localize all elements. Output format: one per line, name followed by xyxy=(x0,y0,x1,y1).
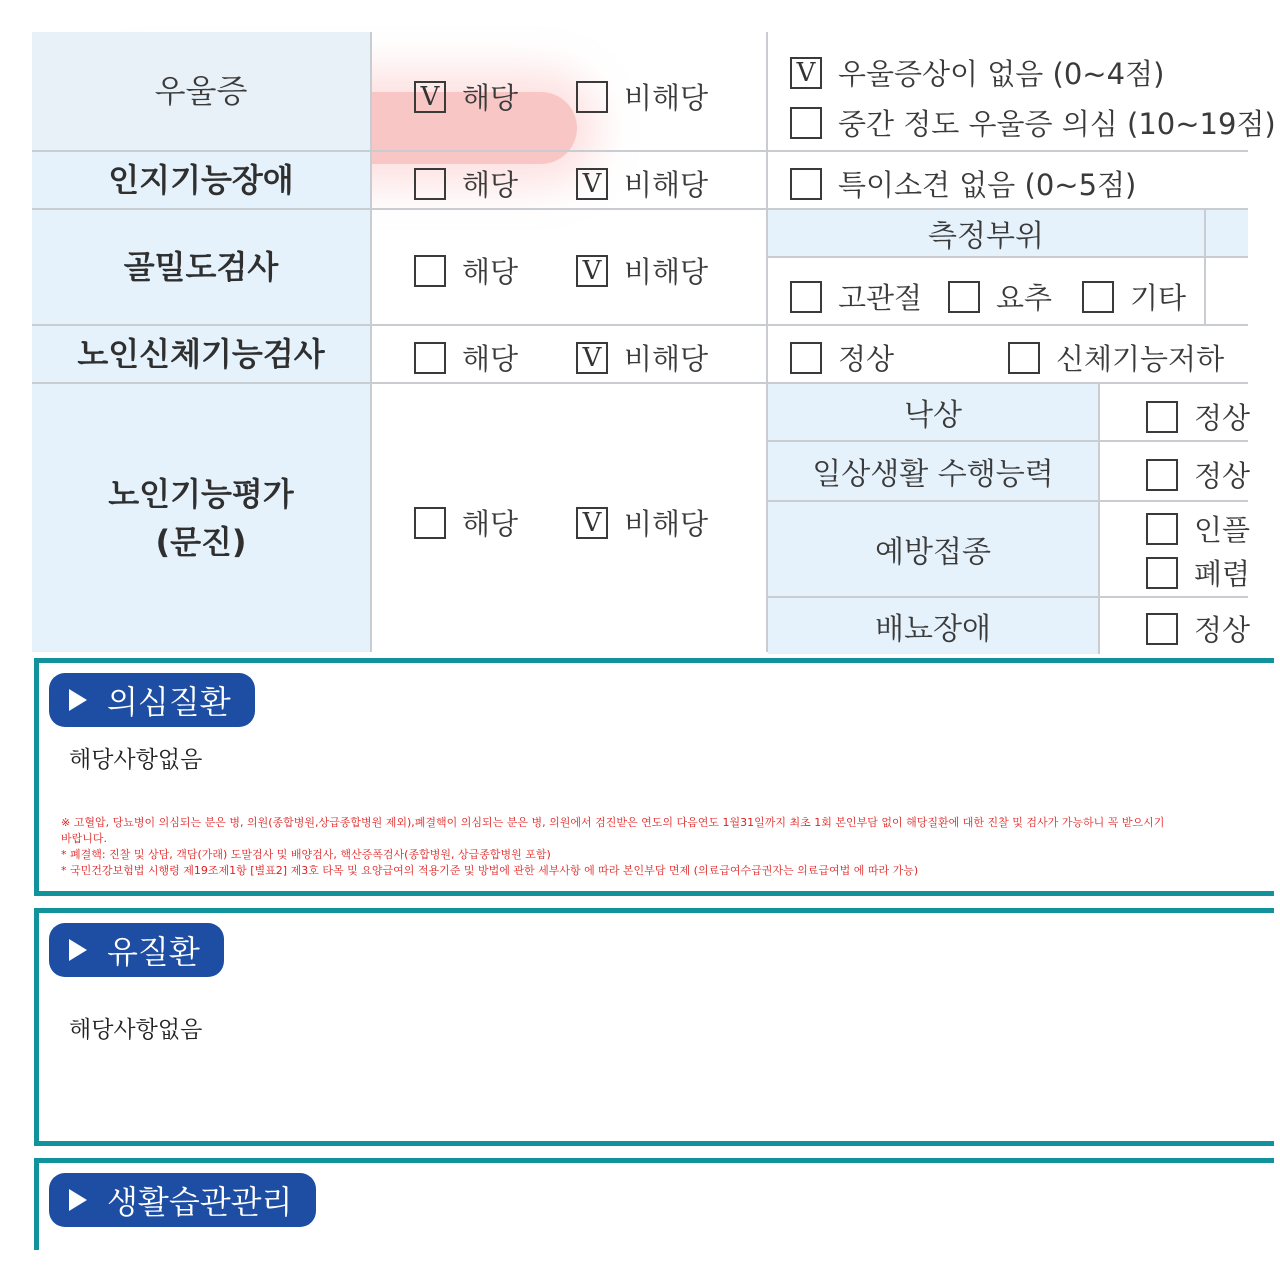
option-label: 기타 xyxy=(1130,281,1187,315)
checkbox[interactable] xyxy=(414,255,446,287)
section-title: 생활습관관리 xyxy=(107,1183,293,1221)
option-label: 정상 xyxy=(1194,459,1251,493)
checkbox[interactable]: V xyxy=(790,57,822,89)
option-label: 요추 xyxy=(996,281,1053,315)
option-label: 고관절 xyxy=(838,281,923,315)
row-label: 우울증 xyxy=(32,32,372,150)
applicability-cell xyxy=(372,210,768,324)
result-option[interactable] xyxy=(790,52,1164,93)
result-cell xyxy=(768,32,1276,150)
option-applicable[interactable] xyxy=(414,250,518,291)
play-icon xyxy=(69,1189,87,1211)
result-cell xyxy=(768,210,1248,324)
option-applicable[interactable] xyxy=(414,337,518,378)
option-label: 우울증상이 없음 (0~4점) xyxy=(838,57,1165,91)
sub-row-label-adl: 일상생활 수행능력 xyxy=(768,442,1098,500)
option-label: 비해당 xyxy=(624,507,709,541)
checkbox[interactable] xyxy=(1146,401,1178,433)
option-applicable[interactable] xyxy=(414,502,518,543)
option-label: 해당 xyxy=(462,81,519,115)
disclaimer-note: ※ 고혈압, 당뇨병이 의심되는 분은 병, 의원(종합병원,상급종합병원 제외),폐결핵이 의심되는 분은 병, 의원에서 검진받은 연도의 다음연도 1월31일까지 최초 1회 본인부담 없이 해당질환에 대한 진찰 및 검사가 가능하니 꼭 받으시기 바랍니다. * 폐결핵: 진찰 및 상담, 객담(가래) 도말검사 및 배양검사, 핵산증폭검사(종합병원, 상급종합병원 포함) * 국민건강보험법 시행령 제19조제1항 [별표2] 제3호 타목 및 요양급여의 적용기준 및 방법에 관한 세부사항 에 따라 본인부담 면제 (의료급여수급권자는 의료급여법 에 따라 가능) xyxy=(61,816,1165,877)
option-not-applicable[interactable] xyxy=(576,163,708,204)
checkbox[interactable] xyxy=(948,281,980,313)
row-physical-function xyxy=(32,324,1248,382)
divider xyxy=(768,256,1248,258)
header-cell xyxy=(1206,210,1248,256)
row-label: 노인기능평가 (문진) xyxy=(32,384,372,652)
checkbox[interactable] xyxy=(1008,342,1040,374)
applicability-cell xyxy=(372,326,768,382)
row-geriatric-assessment xyxy=(32,382,1251,652)
existing-disease-panel xyxy=(34,908,1274,1146)
option-not-applicable[interactable] xyxy=(576,76,708,117)
option-label: 비해당 xyxy=(624,342,709,376)
vaccination-option-pneumonia[interactable] xyxy=(1146,552,1250,593)
option-label: 폐렴 xyxy=(1194,557,1251,591)
checkbox[interactable] xyxy=(414,342,446,374)
checkbox[interactable]: V xyxy=(576,168,608,200)
checkbox[interactable] xyxy=(790,107,822,139)
checkbox[interactable]: V xyxy=(576,255,608,287)
screening-results-table xyxy=(32,32,1276,647)
result-option[interactable] xyxy=(1008,337,1224,378)
applicability-cell xyxy=(372,32,768,150)
result-cell xyxy=(768,326,1248,382)
play-icon xyxy=(69,689,87,711)
result-option[interactable] xyxy=(790,102,1276,143)
checkbox[interactable] xyxy=(1146,613,1178,645)
section-title-pill xyxy=(49,673,255,727)
section-title-pill xyxy=(49,1173,316,1227)
play-icon xyxy=(69,939,87,961)
checkbox[interactable] xyxy=(576,81,608,113)
row-bone-density xyxy=(32,208,1248,324)
checkbox[interactable]: V xyxy=(414,81,446,113)
option-label: 비해당 xyxy=(624,81,709,115)
result-option[interactable] xyxy=(790,163,1136,204)
checkbox[interactable] xyxy=(790,168,822,200)
row-label: 노인신체기능검사 xyxy=(32,326,372,382)
option-label: 해당 xyxy=(462,507,519,541)
sub-row-label-urination: 배뇨장애 xyxy=(768,598,1098,654)
option-not-applicable[interactable] xyxy=(576,250,708,291)
option-label: 해당 xyxy=(462,255,519,289)
site-option-hip[interactable] xyxy=(790,276,922,317)
row-depression xyxy=(32,32,1276,150)
option-label: 비해당 xyxy=(624,255,709,289)
panel-content: 해당사항없음 xyxy=(69,1017,203,1043)
option-label: 해당 xyxy=(462,342,519,376)
option-label: 인플 xyxy=(1194,513,1251,547)
option-applicable[interactable] xyxy=(414,76,518,117)
option-applicable[interactable] xyxy=(414,163,518,204)
divider xyxy=(1098,384,1100,654)
lifestyle-management-panel xyxy=(34,1158,1274,1250)
applicability-cell xyxy=(372,384,768,652)
panel-content: 해당사항없음 xyxy=(69,747,203,773)
vaccination-option-flu[interactable] xyxy=(1146,508,1250,549)
option-label: 정상 xyxy=(1194,401,1251,435)
option-label: 정상 xyxy=(838,342,895,376)
row-cognitive xyxy=(32,150,1248,208)
checkbox[interactable] xyxy=(414,168,446,200)
urination-option[interactable] xyxy=(1146,608,1250,649)
site-option-other[interactable] xyxy=(1082,276,1186,317)
checkbox[interactable] xyxy=(1146,557,1178,589)
site-option-spine[interactable] xyxy=(948,276,1052,317)
fall-option[interactable] xyxy=(1146,396,1250,437)
option-label: 특이소견 없음 (0~5점) xyxy=(838,168,1137,202)
checkbox[interactable] xyxy=(1146,513,1178,545)
row-label: 골밀도검사 xyxy=(32,210,372,324)
section-title: 유질환 xyxy=(107,933,200,971)
checkbox[interactable] xyxy=(1082,281,1114,313)
checkbox[interactable] xyxy=(790,342,822,374)
applicability-cell xyxy=(372,152,768,208)
checkbox[interactable] xyxy=(414,507,446,539)
sub-row-label-fall: 낙상 xyxy=(768,384,1098,440)
adl-option[interactable] xyxy=(1146,454,1250,495)
option-label: 중간 정도 우울증 의심 (10~19점) xyxy=(838,107,1276,141)
option-label: 신체기능저하 xyxy=(1056,342,1225,376)
result-option[interactable] xyxy=(790,337,894,378)
geriatric-subtable xyxy=(768,384,1251,652)
checkbox[interactable] xyxy=(1146,459,1178,491)
option-not-applicable[interactable] xyxy=(576,502,708,543)
checkbox[interactable]: V xyxy=(576,507,608,539)
measurement-site-header: 측정부위 xyxy=(768,210,1204,256)
section-title-pill xyxy=(49,923,224,977)
section-title: 의심질환 xyxy=(107,683,231,721)
option-label: 해당 xyxy=(462,168,519,202)
option-label: 비해당 xyxy=(624,168,709,202)
result-cell xyxy=(768,152,1248,208)
checkbox[interactable] xyxy=(790,281,822,313)
row-label: 인지기능장애 xyxy=(32,152,372,208)
sub-row-label-vaccination: 예방접종 xyxy=(768,502,1098,596)
divider xyxy=(1204,210,1206,326)
suspected-disease-panel xyxy=(34,658,1274,896)
option-not-applicable[interactable] xyxy=(576,337,708,378)
option-label: 정상 xyxy=(1194,613,1251,647)
checkbox[interactable]: V xyxy=(576,342,608,374)
